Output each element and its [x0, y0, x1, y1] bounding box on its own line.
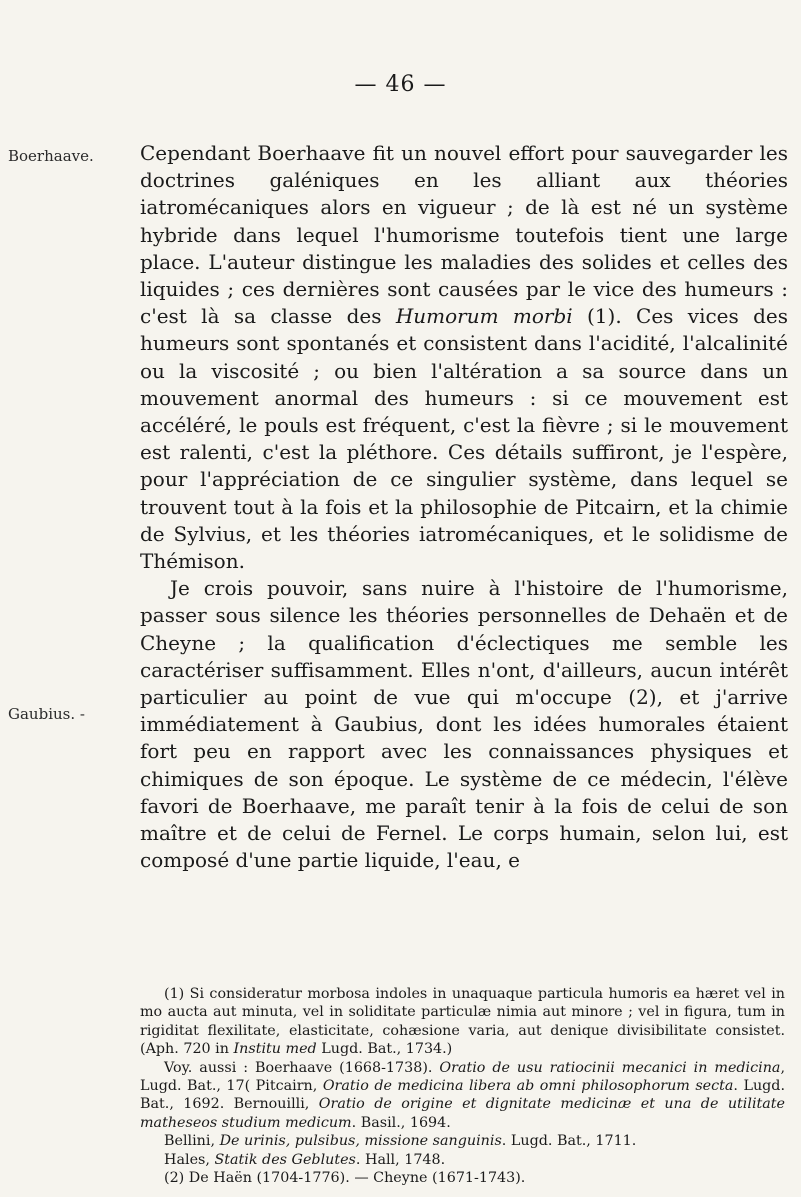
- margin-note-gaubius: Gaubius. -: [8, 705, 85, 723]
- footnote-italic: Institu med: [233, 1041, 317, 1058]
- footnote-bellini: [140, 1132, 785, 1150]
- footnote-text: Lugd. Bat., 1734.): [316, 1041, 453, 1058]
- paragraph-text: Cependant Boerhaave fit un nouvel effort pour sauvegarder les doctrines galéniques en les alliant aux théories iatromécaniques alors en vigueur ; de là est né un système hybride dans lequel l'humorisme toutefois tient une large place. L'auteur distingue les maladies des solides et celles des liquides ; ces dernières sont causées par le vice des humeurs : c'est là sa classe des: [140, 141, 788, 329]
- footnote-italic: Oratio de medicina libera ab omni philosophorum secta: [322, 1078, 734, 1095]
- footnote-1: [140, 985, 785, 1059]
- footnote-text: Voy. aussi : Boerhaave (1668-1738).: [164, 1059, 440, 1076]
- footnote-text: (1) Si consideratur morbosa indoles in unaquaque particula humoris ea hæret vel in mo aucta aut minuta, vel in soliditate particulæ nimia aut minore ; vel in figura, tum in rigiditat flexilitate, elasticitate, cohæsione varia, aut denique divisibilitate consistet. (Aph. 720 in: [140, 986, 785, 1058]
- footnote-text: , Lugd. Bat., 17( Pitcairn,: [140, 1059, 785, 1095]
- paragraph-gaubius: Je crois pouvoir, sans nuire à l'histoire de l'humorisme, passer sous silence les théories personnelles de Dehaën et de Cheyne ; la qualification d'éclectiques me semble les caractériser suffisamment. Elles n'ont, d'ailleurs, aucun intérêt particulier au point de vue qui m'occupe (2), et j'arrive immédiatement à Gaubius, dont les idées humorales étaient fort peu en rapport avec les connaissances physiques et chimiques de son époque. Le système de ce médecin, l'élève favori de Boerhaave, me paraît tenir à la fois de celui de son maître et de celui de Fernel. Le corps humain, selon lui, est composé d'une partie liquide, l'eau, e: [140, 576, 788, 873]
- footnote-hales: [140, 1151, 785, 1169]
- footnotes: [140, 985, 785, 1187]
- footnote-text: Hales,: [164, 1151, 215, 1168]
- paragraph-text: (1). Ces vices des humeurs sont spontanés et consistent dans l'acidité, l'alcalinité ou la viscosité ; ou bien l'altération a sa source dans un mouvement anormal des humeurs : si ce mouvement est accéléré, le pouls est fréquent, c'est la fièvre ; si le mouvement est ralenti, c'est la pléthore. Ces détails suffiront, je l'espère, pour l'appréciation de ce singulier système, dans lequel se trouvent tout à la fois et la philosophie de Pitcairn, et la chimie de Sylvius, et les théories iatromécaniques, et le solidisme de Thémison.: [140, 304, 789, 574]
- footnote-italic: De urinis, pulsibus, missione sanguinis: [219, 1133, 502, 1150]
- footnote-2: (2) De Haën (1704-1776). — Cheyne (1671-1743).: [164, 1170, 526, 1187]
- footnote-text: Bellini,: [164, 1133, 220, 1150]
- footnote-text: . Hall, 1748.: [355, 1151, 446, 1168]
- footnote-italic: Oratio de usu ratiocinii mecanici in medicina: [439, 1059, 781, 1076]
- italic-term: Humorum morbi: [395, 304, 573, 329]
- footnote-italic: Oratio de origine et dignitate medicinæ et una de utilitate matheseos studium medicum: [140, 1096, 785, 1131]
- paragraph-boerhaave: [140, 140, 788, 575]
- footnote-text: . Lugd. Bat., 1711.: [501, 1133, 637, 1150]
- footnote-italic: Statik des Geblutes: [214, 1151, 356, 1168]
- page-number: — 46 —: [354, 72, 447, 97]
- body-text: [140, 140, 788, 874]
- footnote-references: [140, 1059, 785, 1133]
- margin-note-boerhaave: Boerhaave.: [8, 147, 94, 165]
- footnote-text: . Lugd. Bat., 1692. Bernouilli,: [140, 1078, 785, 1113]
- footnote-text: . Basil., 1694.: [351, 1114, 451, 1131]
